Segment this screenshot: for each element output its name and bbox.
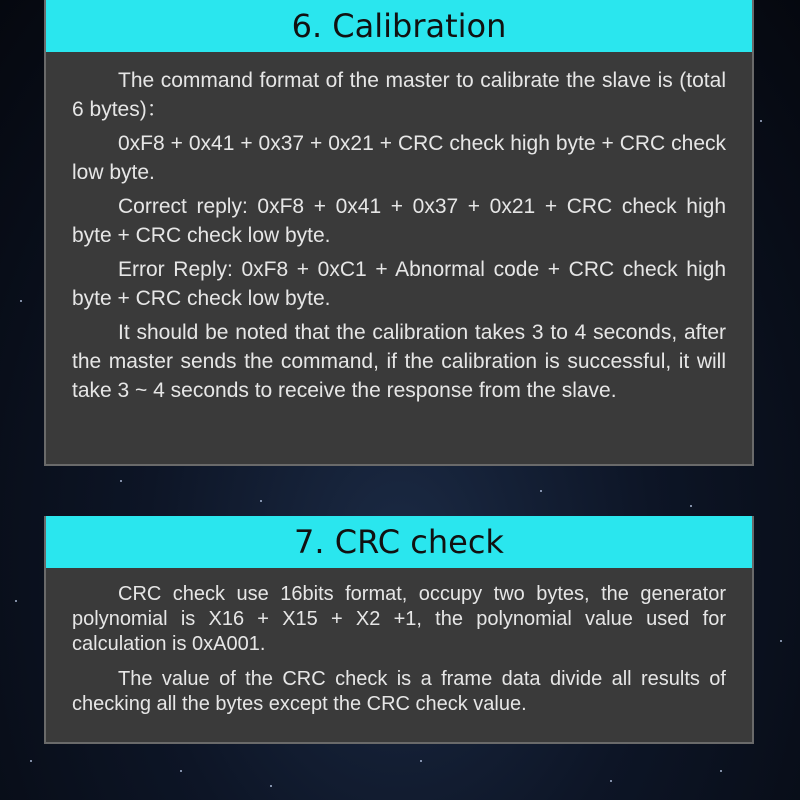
paragraph: Error Reply: 0xF8 + 0xC1 + Abnormal code + CRC check high byte + CRC check low byte.	[72, 258, 726, 310]
section-body	[46, 568, 752, 745]
paragraph: Correct reply: 0xF8 + 0x41 + 0x37 + 0x21 + CRC check high byte + CRC check low byte.	[72, 195, 726, 247]
paragraph: It should be noted that the calibration takes 3 to 4 seconds, after the master sends the command, if the calibration is successful, it will take 3 ~ 4 seconds to receive the response from the slave.	[72, 321, 726, 402]
calibration-section	[44, 0, 754, 466]
crc-check-section	[44, 516, 754, 744]
paragraph: 0xF8 + 0x41 + 0x37 + 0x21 + CRC check high byte + CRC check low byte.	[72, 132, 726, 184]
paragraph: The command format of the master to calibrate the slave is (total 6 bytes)：	[72, 69, 726, 121]
section-title: 7. CRC check	[46, 516, 752, 568]
section-body	[46, 52, 752, 428]
paragraph: The value of the CRC check is a frame data divide all results of checking all the bytes except the CRC check value.	[72, 668, 726, 715]
section-title: 6. Calibration	[46, 0, 752, 52]
paragraph: CRC check use 16bits format, occupy two bytes, the generator polynomial is X16 + X15 + X2 +1, the polynomial value used for calculation is 0xA001.	[72, 583, 726, 655]
